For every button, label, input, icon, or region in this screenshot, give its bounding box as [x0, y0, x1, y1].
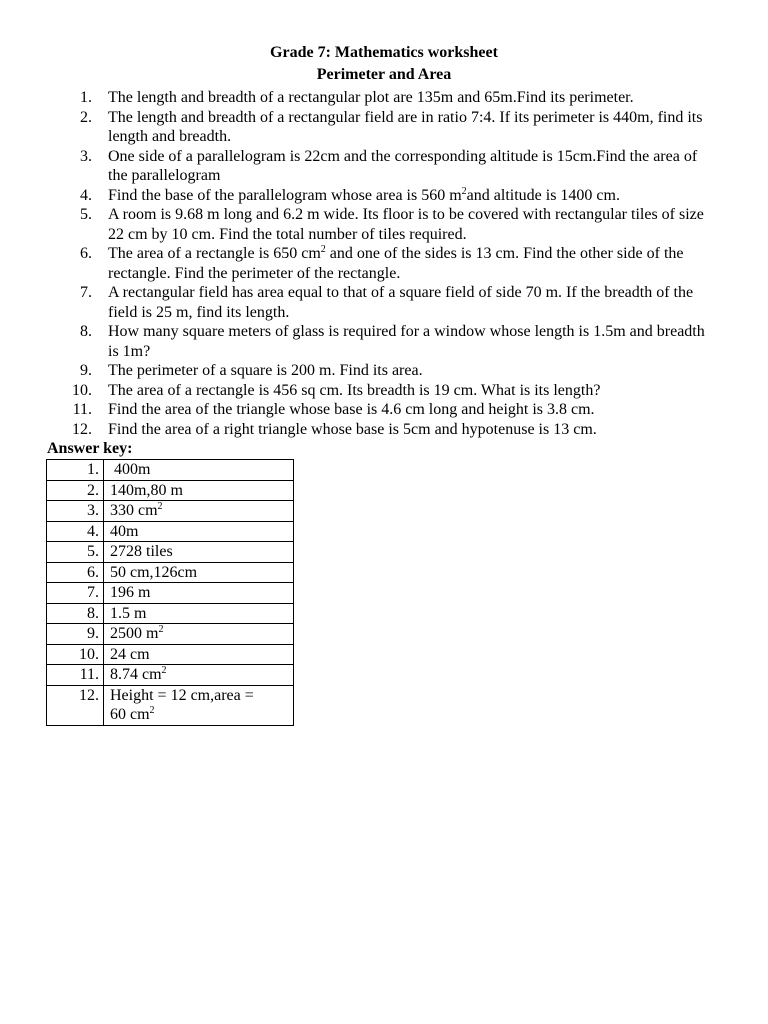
answer-value: 24 cm	[104, 644, 294, 665]
answer-number: 5.	[47, 542, 104, 563]
question-number: 5.	[80, 206, 92, 223]
answer-number: 7.	[47, 583, 104, 604]
question-item	[0, 283, 768, 322]
question-item	[0, 244, 768, 283]
question-text: The perimeter of a square is 200 m. Find its area.	[108, 362, 423, 379]
question-item	[0, 322, 768, 361]
answer-row	[47, 583, 294, 604]
answer-value: 196 m	[104, 583, 294, 604]
question-text: The area of a rectangle is 650 $cm^2$ and one of the sides is 13 cm. Find the other side of the rectangle. Find the perimeter of the rectangle.	[108, 244, 684, 282]
question-item	[0, 205, 768, 244]
question-item	[0, 420, 768, 440]
answer-row	[47, 460, 294, 481]
question-list	[0, 88, 768, 439]
answer-number: 8.	[47, 603, 104, 624]
question-text: A rectangular field has area equal to that of a square field of side 70 m. If the breadth of the field is 25 m, find its length.	[108, 284, 694, 321]
answer-number: 1.	[47, 460, 104, 481]
question-number: 4.	[80, 186, 92, 204]
answer-row	[47, 501, 294, 522]
answer-number: 11.	[47, 665, 104, 686]
answer-row	[47, 603, 294, 624]
answer-row	[47, 542, 294, 563]
answer-value: 400m	[104, 460, 294, 481]
question-text: Find the area of a right triangle whose base is 5cm and hypotenuse is 13 cm.	[108, 420, 597, 438]
question-item	[0, 88, 768, 108]
answer-row	[47, 624, 294, 645]
question-number: 12.	[72, 420, 92, 438]
worksheet-title: Grade 7: Mathematics worksheet	[270, 44, 498, 61]
answer-value: 2728 tiles	[104, 542, 294, 563]
answer-value: 2500 $m^2$	[104, 624, 294, 645]
question-item	[0, 361, 768, 381]
answer-value: 50 cm,126cm	[104, 562, 294, 583]
question-item	[0, 186, 768, 206]
question-number: 10.	[72, 381, 92, 399]
question-number: 3.	[80, 147, 92, 165]
answer-row	[47, 644, 294, 665]
worksheet-subtitle: Perimeter and Area	[316, 66, 452, 83]
answer-key-table	[46, 459, 294, 726]
question-number: 11.	[72, 401, 92, 418]
answer-number: 3.	[47, 501, 104, 522]
answer-value: 1.5 m	[104, 603, 294, 624]
question-item	[0, 147, 768, 186]
question-text: The length and breadth of a rectangular field are in ratio 7:4. If its perimeter is 440m, find its length and breadth.	[108, 108, 703, 145]
question-text: Find the base of the parallelogram whose area is 560 $m^2and$ altitude is 1400 cm.	[108, 185, 620, 204]
question-number: 1.	[80, 89, 92, 106]
question-number: 6.	[80, 245, 92, 262]
question-text: One side of a parallelogram is 22cm and the corresponding altitude is 15cm.Find the area of the parallelogram	[108, 147, 698, 184]
answer-key-label: Answer key:	[47, 440, 133, 457]
answer-value: 140m,80 m	[104, 480, 294, 501]
answer-value: 330 $cm^2$	[104, 501, 294, 522]
question-number: 9.	[80, 362, 92, 379]
answer-row	[47, 665, 294, 686]
question-item	[0, 400, 768, 420]
answer-number: 6.	[47, 562, 104, 583]
question-text: A room is 9.68 m long and 6.2 m wide. Its floor is to be covered with rectangular tiles of size 22 cm by 10 cm. Find the total number of tiles required.	[108, 206, 704, 243]
question-text: The area of a rectangle is 456 sq cm. Its breadth is 19 cm. What is its length?	[108, 381, 601, 399]
answer-number: 10.	[47, 644, 104, 665]
answer-number: 4.	[47, 521, 104, 542]
question-item	[0, 381, 768, 401]
answer-row	[47, 521, 294, 542]
answer-row	[47, 685, 294, 725]
answer-value: 8.74 $cm^2$	[104, 665, 294, 686]
question-text: How many square meters of glass is required for a window whose length is 1.5m and breadth is 1m?	[108, 323, 705, 360]
question-text: Find the area of the triangle whose base is 4.6 cm long and height is 3.8 cm.	[108, 401, 595, 418]
answer-number: 9.	[47, 624, 104, 645]
question-number: 8.	[80, 323, 92, 340]
question-text: The length and breadth of a rectangular plot are 135m and 65m.Find its perimeter.	[108, 89, 634, 106]
answer-row	[47, 480, 294, 501]
question-number: 2.	[80, 108, 92, 126]
answer-row	[47, 562, 294, 583]
question-number: 7.	[80, 284, 92, 301]
answer-value: Height = 12 cm,area = 60 $cm^2$	[104, 685, 294, 725]
answer-number: 2.	[47, 480, 104, 501]
answer-number: 12.	[47, 685, 104, 725]
question-item	[0, 108, 768, 147]
answer-value: 40m	[104, 521, 294, 542]
